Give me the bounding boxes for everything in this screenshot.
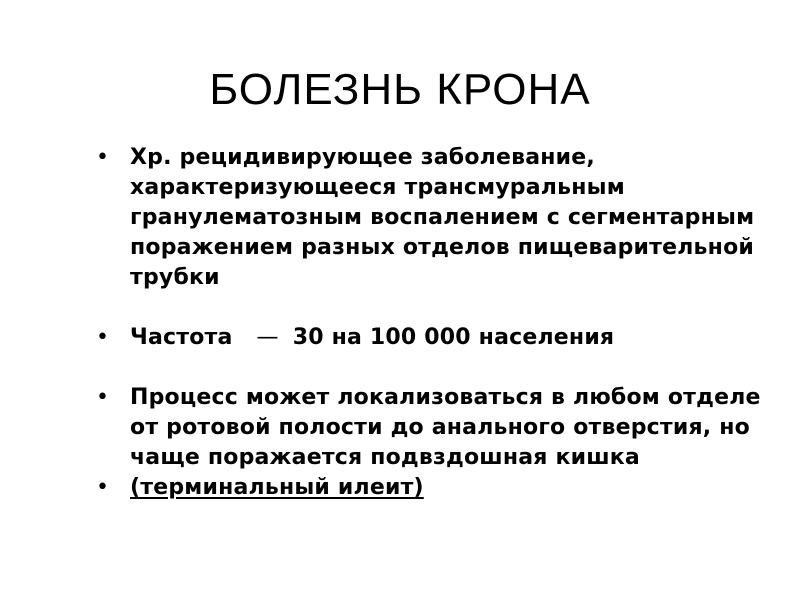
frequency-value: 30 на 100 000 населения: [292, 325, 615, 350]
bullet-item-localization: [92, 383, 772, 473]
bullet-marker: •: [96, 145, 109, 170]
bullet-marker: •: [96, 385, 109, 410]
localization-text: Процесс может локализоваться в любом отделе от ротовой полости до анального отверстия, но чаще поражается подвздошная кишка: [130, 385, 761, 470]
bullet-item-frequency: [92, 323, 772, 353]
bullet-marker: •: [96, 475, 109, 500]
bullet-marker: •: [96, 325, 109, 350]
bullet-item-terminal-ileitis: [92, 473, 772, 503]
bullet-list: [92, 143, 772, 503]
frequency-label: Частота: [130, 325, 233, 350]
terminal-ileitis-text: (терминальный илеит): [130, 475, 424, 500]
frequency-line: [130, 323, 772, 353]
frequency-dash: —: [256, 325, 279, 350]
definition-text: Хр. рецидивирующее заболевание, характеризующееся трансмуральным гранулематозным воспалением с сегментарным поражением разных отделов пищеварительной трубки: [130, 145, 755, 290]
bullet-item-definition: [92, 143, 772, 293]
slide-title: БОЛЕЗНЬ КРОНА: [209, 65, 591, 114]
